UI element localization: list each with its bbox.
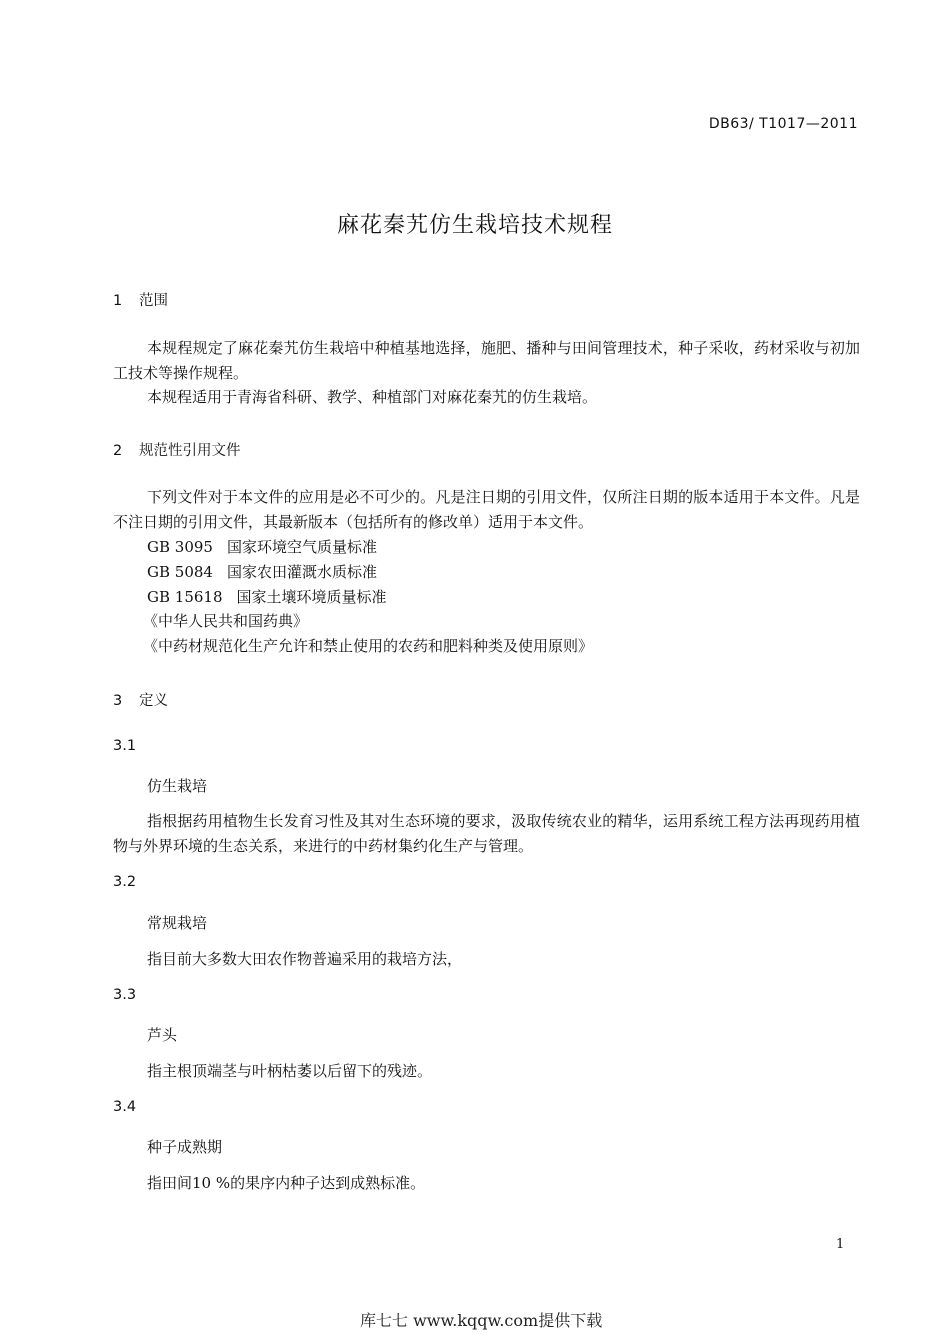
- section-number: 1: [113, 293, 123, 309]
- reference-name: 《中华人民共和国药典》: [143, 612, 309, 630]
- document-title: 麻花秦艽仿生栽培技术规程: [336, 213, 613, 238]
- reference-item: [147, 536, 377, 557]
- section-1-heading: [113, 289, 168, 310]
- scope-paragraph-1: 本规程规定了麻花秦艽仿生栽培中种植基地选择，施肥、播种与田间管理技术，种子采收，药材采收与初加工技术等操作规程。: [113, 339, 860, 382]
- section-title: 定义: [139, 693, 168, 709]
- reference-code: GB 5084: [147, 563, 213, 581]
- section-title: 规范性引用文件: [139, 443, 241, 459]
- definition-number: 3.4: [113, 1099, 137, 1115]
- definition-text: 指根据药用植物生长发育习性及其对生态环境的要求，汲取传统农业的精华，运用系统工程方法再现药用植物与外界环境的生态关系，来进行的中药材集约化生产与管理。: [113, 812, 860, 855]
- reference-code: GB 3095: [147, 538, 213, 556]
- scope-paragraph-2: 本规程适用于青海省科研、教学、种植部门对麻花秦艽的仿生栽培。: [147, 388, 598, 406]
- section-title: 范围: [139, 293, 168, 309]
- download-watermark: 库七七 www.kqqw.com提供下载: [360, 1311, 603, 1330]
- reference-code: GB 15618: [147, 588, 223, 606]
- section-3-heading: [113, 689, 168, 710]
- definition-number: 3.3: [113, 987, 137, 1003]
- reference-item: [147, 586, 387, 607]
- section-number: 3: [113, 693, 123, 709]
- definition-text: 指目前大多数大田农作物普遍采用的栽培方法，: [147, 950, 463, 968]
- reference-item: [143, 635, 593, 656]
- definition-text: 指田间10 %的果序内种子达到成熟标准。: [147, 1174, 426, 1192]
- reference-name: 国家农田灌溉水质标准: [226, 563, 377, 581]
- reference-name: 《中药材规范化生产允许和禁止使用的农药和肥料种类及使用原则》: [143, 637, 594, 655]
- definition-term: 芦头: [147, 1026, 178, 1044]
- reference-item: [147, 561, 377, 582]
- standard-code: DB63/ T1017—2011: [708, 116, 858, 132]
- definition-text: 指主根顶端茎与叶柄枯萎以后留下的残迹。: [147, 1062, 433, 1080]
- definition-number: 3.1: [113, 738, 137, 754]
- definition-term: 常规栽培: [147, 914, 208, 932]
- section-number: 2: [113, 443, 123, 459]
- reference-name: 国家土壤环境质量标准: [236, 588, 387, 606]
- section-2-heading: [113, 439, 241, 460]
- definition-term: 仿生栽培: [147, 777, 208, 795]
- page-number: 1: [836, 1237, 845, 1252]
- definition-number: 3.2: [113, 874, 137, 890]
- references-intro-paragraph: 下列文件对于本文件的应用是必不可少的。凡是注日期的引用文件，仅所注日期的版本适用于本文件。凡是不注日期的引用文件，其最新版本（包括所有的修改单）适用于本文件。: [113, 488, 860, 531]
- reference-item: [143, 610, 308, 631]
- definition-term: 种子成熟期: [147, 1138, 223, 1156]
- reference-name: 国家环境空气质量标准: [226, 538, 377, 556]
